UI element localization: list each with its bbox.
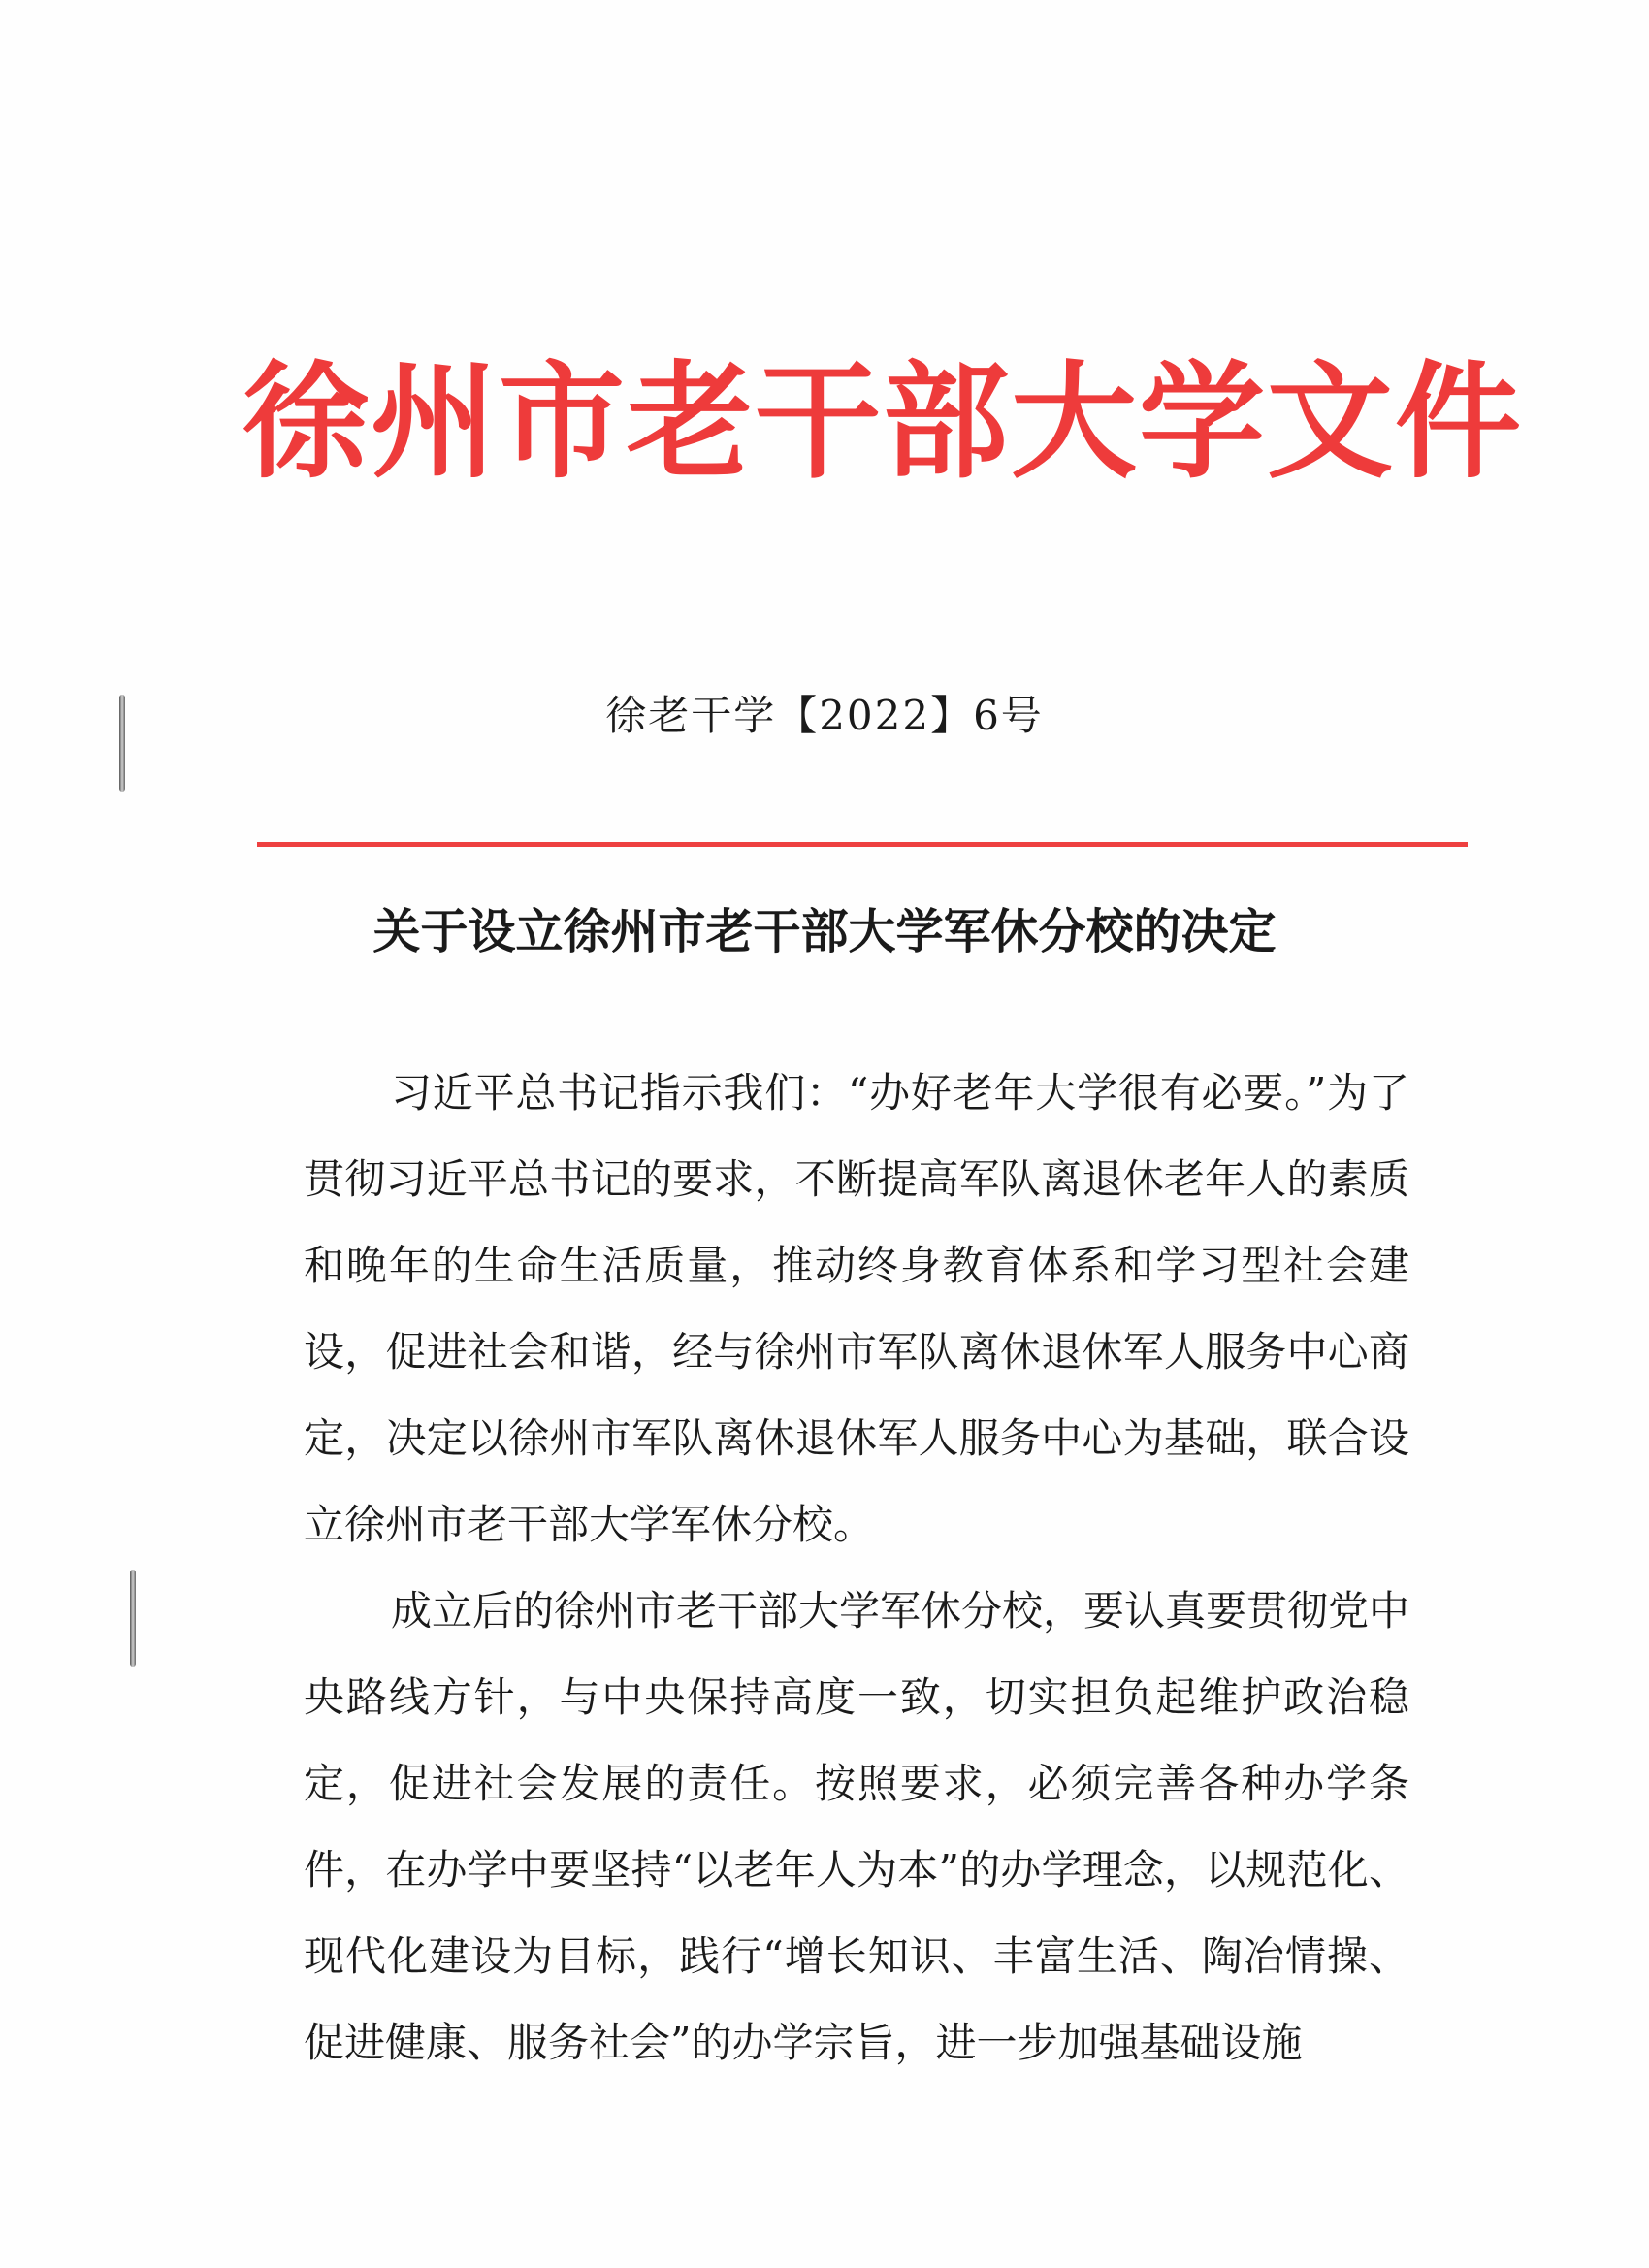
body-paragraph-2: 成立后的徐州市老干部大学军休分校，要认真要贯彻党中央路线方针，与中央保持高度一致，切实担负起维护政治稳定，促进社会发展的责任。按照要求，必须完善各种办学条件，在办学中要坚持“以老年人为本”的办学理念，以规范化、现代化建设为目标，践行“增长知识、丰富生活、陶冶情操、促进健康、服务社会”的办学宗旨，进一步加强基础设施	[304, 1587, 1410, 2066]
staple-bottom	[130, 1570, 136, 1667]
document-body	[304, 1050, 1409, 2086]
document-header-title: 徐州市老干部大学文件	[242, 348, 1524, 496]
document-number: 徐老干学【2022】6号	[605, 692, 1044, 739]
red-separator-line	[257, 842, 1468, 847]
document-title: 关于设立徐州市老干部大学军休分校的决定	[372, 903, 1277, 959]
body-paragraph-1: 习近平总书记指示我们：“办好老年大学很有必要。”为了贯彻习近平总书记的要求，不断提高军队离退休老年人的素质和晚年的生命生活质量，推动终身教育体系和学习型社会建设，促进社会和谐，经与徐州市军队离休退休军人服务中心商定，决定以徐州市军队离休退休军人服务中心为基础，联合设立徐州市老干部大学军休分校。	[304, 1069, 1409, 1548]
